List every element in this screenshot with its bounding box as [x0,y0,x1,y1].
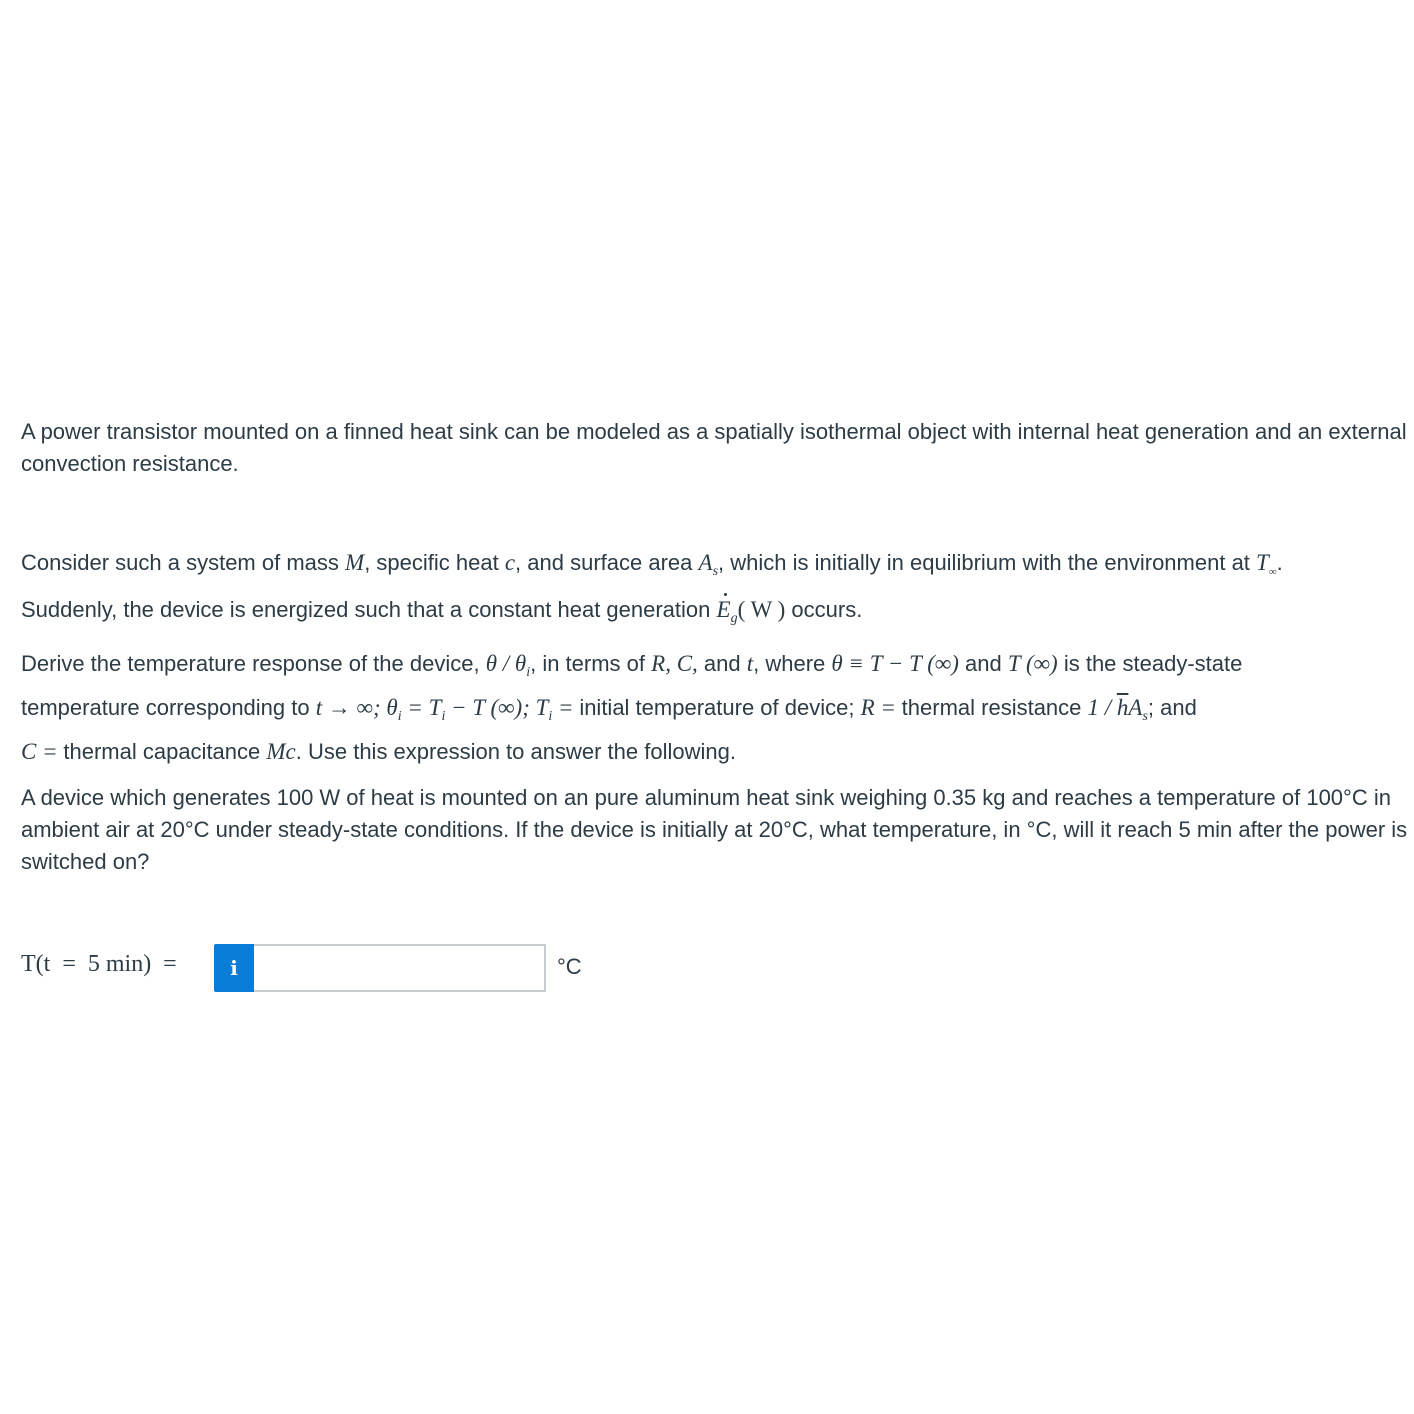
info-icon[interactable]: i [214,944,254,992]
answer-unit: °C [557,954,582,979]
question-system-description: Consider such a system of mass M, specific heat c, and surface area $A_s$, which is initially in equilibrium with the environment at $T_\infty$. Suddenly, the device is energized such that a constant heat generation $E_g$( W ) occurs. [21,544,1411,638]
question-intro: A power transistor mounted on a finned heat sink can be modeled as a spatially isothermal object with internal heat generation and an external convection resistance. [21,419,1407,476]
answer-input[interactable] [254,944,546,992]
question-derivation-instructions: Derive the temperature response of the device, θ / $\theta_i$, in terms of R, C, and t, where θ ≡ T − T (∞) and T (∞) is the steady-state temperature corresponding to t → ∞; $\theta_i = T_i - T$ (∞); $T_i$ = initial temperature of device; R = thermal resistance $1 / \overline{h}A_s$; and C = thermal capacitance Mc. Use this expression to answer the following. [21,651,1243,764]
question-problem-statement: A device which generates 100 W of heat is mounted on an pure aluminum heat sink weighing 0.35 kg and reaches a temperature of 100°C in ambient air at 20°C under steady-state conditions. If the device is initially at 20°C, what temperature, in °C, will it reach 5 min after the power is switched on? [21,785,1408,874]
answer-row [21,942,721,994]
answer-label: T(t = 5 min) = [21,951,177,977]
